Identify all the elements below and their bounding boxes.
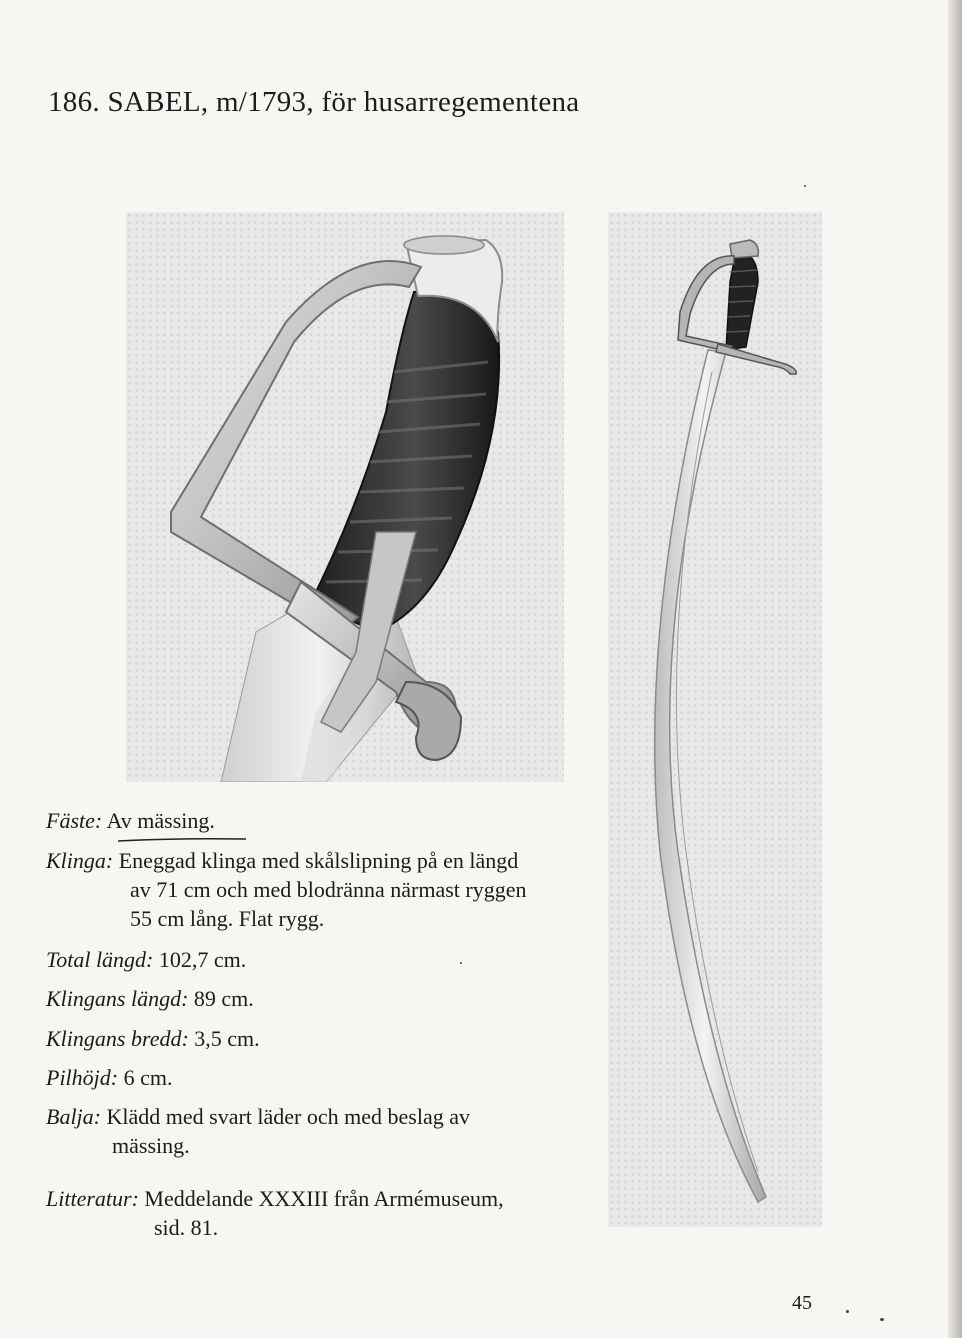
spec-klinga (46, 846, 526, 933)
spec-litteratur (46, 1184, 504, 1242)
spec-klingans-bredd (46, 1024, 260, 1053)
print-speck (846, 1310, 849, 1313)
spec-pilhojd (46, 1063, 173, 1092)
spec-faste (46, 806, 215, 835)
spec-value: Meddelande XXXIII från Armémuseum, (144, 1186, 504, 1211)
spec-label: Litteratur: (46, 1186, 139, 1211)
page-title: 186. SABEL, m/1793, för husarregementena (48, 86, 580, 118)
spec-balja (46, 1102, 470, 1160)
print-speck (804, 185, 806, 187)
spec-label: Fäste: (46, 808, 103, 833)
print-speck (880, 1318, 884, 1321)
spec-value: Eneggad klinga med skålslipning på en längd (118, 848, 519, 873)
spec-value: 6 cm. (123, 1065, 173, 1090)
full-sabre-photo (608, 212, 822, 1227)
spec-label: Balja: (46, 1104, 101, 1129)
spec-value-cont: 55 cm lång. Flat rygg. (130, 906, 325, 931)
print-speck (460, 962, 462, 964)
spec-value: Av mässing. (106, 808, 215, 833)
page-edge-shadow (948, 0, 962, 1338)
pen-underline (116, 838, 248, 842)
spec-value-cont: sid. 81. (154, 1215, 219, 1240)
spec-value-cont: mässing. (112, 1133, 190, 1158)
hilt-photo (126, 212, 564, 782)
spec-value: 102,7 cm. (158, 947, 247, 972)
spec-value-cont: av 71 cm och med blodränna närmast ryggen (130, 877, 527, 902)
spec-value: 89 cm. (193, 986, 254, 1011)
spec-label: Pilhöjd: (46, 1065, 119, 1090)
page-number: 45 (792, 1292, 812, 1314)
spec-label: Klingans bredd: (46, 1026, 189, 1051)
spec-value: Klädd med svart läder och med beslag av (106, 1104, 470, 1129)
spec-value: 3,5 cm. (194, 1026, 260, 1051)
spec-label: Klingans längd: (46, 986, 189, 1011)
spec-klingans-langd (46, 984, 254, 1013)
spec-total-langd (46, 945, 246, 974)
spec-label: Klinga: (46, 848, 114, 873)
spec-label: Total längd: (46, 947, 154, 972)
